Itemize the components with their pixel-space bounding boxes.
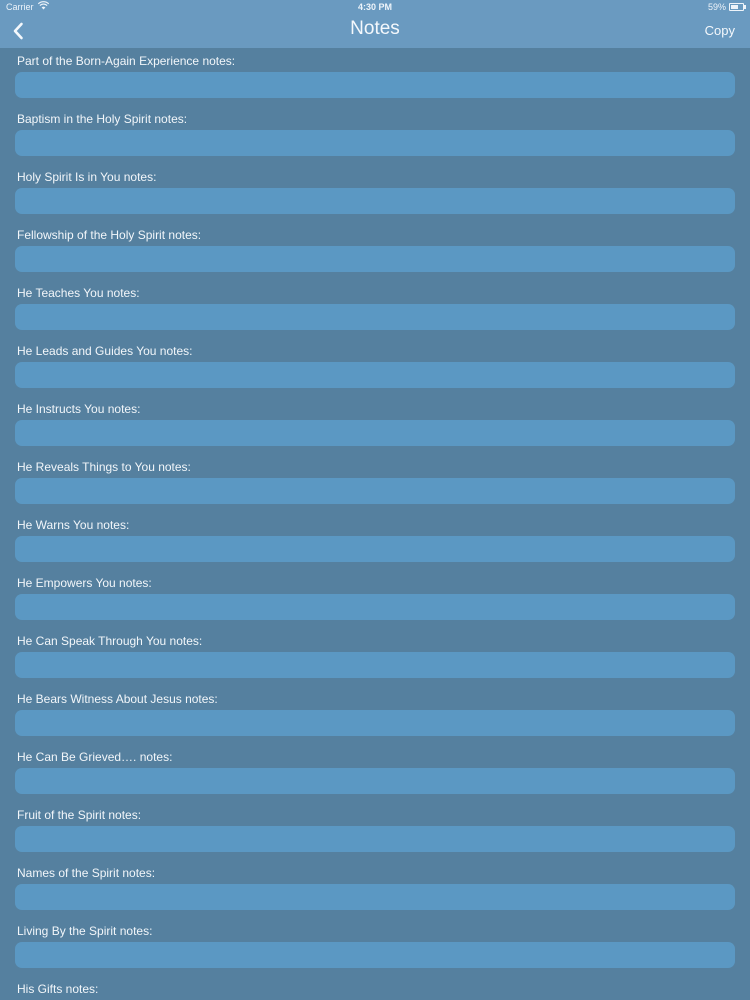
note-label: He Instructs You notes: xyxy=(17,402,141,416)
note-text-field[interactable] xyxy=(15,130,735,156)
note-text-field[interactable] xyxy=(15,536,735,562)
note-section xyxy=(0,222,750,280)
note-label: Holy Spirit Is in You notes: xyxy=(17,170,157,184)
note-label: His Gifts notes: xyxy=(17,982,99,996)
note-section xyxy=(0,744,750,802)
note-label: Fruit of the Spirit notes: xyxy=(17,808,142,822)
note-text-field[interactable] xyxy=(15,304,735,330)
note-text-field[interactable] xyxy=(15,72,735,98)
note-section xyxy=(0,396,750,454)
carrier-label: Carrier xyxy=(6,2,34,12)
battery-icon xyxy=(729,3,744,11)
note-text-field[interactable] xyxy=(15,710,735,736)
chevron-left-icon xyxy=(12,22,24,40)
note-section xyxy=(0,628,750,686)
note-text-field[interactable] xyxy=(15,942,735,968)
note-section xyxy=(0,860,750,918)
note-label: He Can Speak Through You notes: xyxy=(17,634,203,648)
note-section xyxy=(0,106,750,164)
note-label: He Leads and Guides You notes: xyxy=(17,344,193,358)
note-text-field[interactable] xyxy=(15,478,735,504)
note-text-field[interactable] xyxy=(15,420,735,446)
note-label: Living By the Spirit notes: xyxy=(17,924,153,938)
note-section xyxy=(0,686,750,744)
note-section xyxy=(0,570,750,628)
note-label: He Empowers You notes: xyxy=(17,576,152,590)
note-label: He Reveals Things to You notes: xyxy=(17,460,191,474)
back-button[interactable] xyxy=(6,18,30,44)
note-text-field[interactable] xyxy=(15,362,735,388)
copy-button[interactable]: Copy xyxy=(704,23,735,38)
notes-list[interactable] xyxy=(0,48,750,1000)
note-section xyxy=(0,164,750,222)
note-section xyxy=(0,918,750,976)
status-bar xyxy=(0,0,750,14)
note-label: Part of the Born-Again Experience notes: xyxy=(17,54,236,68)
note-text-field[interactable] xyxy=(15,246,735,272)
note-section xyxy=(0,280,750,338)
note-text-field[interactable] xyxy=(15,884,735,910)
note-label: He Can Be Grieved…. notes: xyxy=(17,750,173,764)
clock: 4:30 PM xyxy=(357,2,392,12)
note-section xyxy=(0,512,750,570)
note-label: Fellowship of the Holy Spirit notes: xyxy=(17,228,202,242)
note-label: Names of the Spirit notes: xyxy=(17,866,156,880)
note-section xyxy=(0,48,750,106)
note-section xyxy=(0,454,750,512)
page-title: Notes xyxy=(350,18,400,39)
note-text-field[interactable] xyxy=(15,652,735,678)
navigation-bar xyxy=(0,14,750,48)
note-text-field[interactable] xyxy=(15,188,735,214)
note-text-field[interactable] xyxy=(15,768,735,794)
note-section xyxy=(0,338,750,396)
note-label: Baptism in the Holy Spirit notes: xyxy=(17,112,188,126)
note-section xyxy=(0,976,750,1000)
battery-percentage: 59% xyxy=(707,2,726,12)
note-label: He Bears Witness About Jesus notes: xyxy=(17,692,218,706)
note-label: He Warns You notes: xyxy=(17,518,130,532)
note-label: He Teaches You notes: xyxy=(17,286,140,300)
note-text-field[interactable] xyxy=(15,594,735,620)
note-section xyxy=(0,802,750,860)
note-text-field[interactable] xyxy=(15,826,735,852)
